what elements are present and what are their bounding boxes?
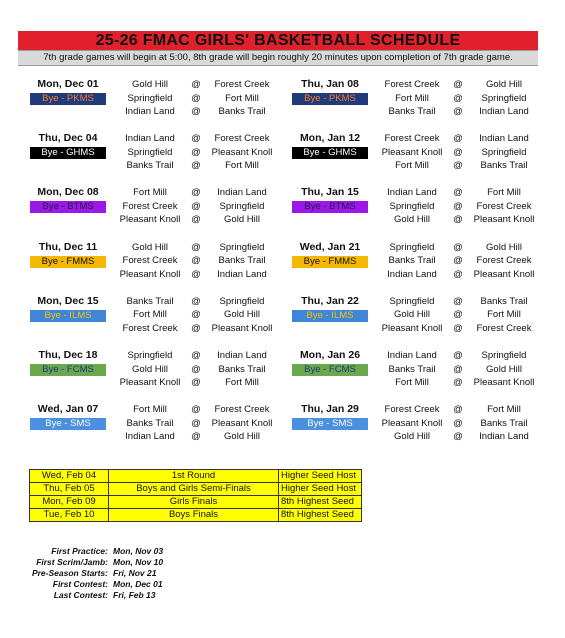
home-team: Fort Mill	[133, 309, 167, 321]
playoff-row	[30, 483, 362, 496]
game-date: Thu, Dec 18	[38, 349, 98, 361]
at-symbol: @	[453, 417, 463, 429]
home-team: Banks Trail	[126, 295, 174, 307]
away-team: Gold Hill	[486, 241, 522, 253]
at-symbol: @	[191, 377, 201, 388]
home-team: Indian Land	[387, 350, 437, 361]
away-team: Fort Mill	[225, 92, 259, 104]
at-symbol: @	[191, 160, 201, 172]
home-team: Banks Trail	[126, 160, 174, 172]
away-team: Fort Mill	[487, 187, 521, 199]
home-team: Springfield	[389, 241, 435, 253]
at-symbol: @	[453, 187, 463, 199]
at-symbol: @	[191, 106, 201, 117]
game-date: Thu, Jan 22	[301, 294, 359, 307]
key-dates	[20, 546, 163, 601]
away-team: Springfield	[481, 350, 527, 361]
away-team: Fort Mill	[487, 404, 521, 416]
bye-badge: Bye - ILMS	[30, 310, 106, 322]
away-team: Indian Land	[217, 350, 267, 361]
away-team: Springfield	[219, 241, 265, 253]
at-symbol: @	[453, 160, 463, 172]
away-team: Indian Land	[479, 133, 529, 145]
key-date-value: Mon, Dec 01	[113, 579, 163, 589]
home-team: Springfield	[389, 295, 435, 307]
away-team: Gold Hill	[486, 79, 522, 90]
home-team: Springfield	[127, 92, 173, 104]
home-team: Fort Mill	[395, 160, 429, 172]
away-team: Indian Land	[479, 431, 529, 443]
home-team: Forest Creek	[122, 200, 178, 212]
key-date-value: Fri, Feb 13	[113, 590, 156, 600]
away-team: Forest Creek	[476, 255, 532, 267]
game-day-block	[28, 349, 278, 391]
at-symbol: @	[453, 295, 463, 307]
game-date: Thu, Jan 08	[301, 78, 359, 90]
home-team: Forest Creek	[384, 404, 440, 416]
away-team: Gold Hill	[486, 363, 522, 375]
home-team: Pleasant Knoll	[381, 322, 443, 334]
at-symbol: @	[191, 350, 201, 361]
at-symbol: @	[191, 295, 201, 307]
at-symbol: @	[453, 309, 463, 321]
at-symbol: @	[191, 363, 201, 375]
at-symbol: @	[453, 133, 463, 145]
away-team: Fort Mill	[225, 160, 259, 172]
game-day-block	[290, 295, 540, 337]
key-date-row	[20, 568, 163, 579]
playoff-host: 8th Highest Seed	[279, 496, 362, 509]
game-day-block	[290, 132, 540, 174]
home-team: Springfield	[389, 200, 435, 212]
home-team: Indian Land	[125, 133, 175, 145]
game-day-block	[290, 186, 540, 228]
key-date-label: First Scrim/Jamb:	[36, 557, 108, 567]
away-team: Pleasant Knoll	[211, 322, 273, 334]
game-day-block	[28, 78, 278, 120]
at-symbol: @	[191, 322, 201, 334]
at-symbol: @	[191, 187, 201, 199]
home-team: Gold Hill	[132, 363, 168, 375]
game-date: Thu, Dec 04	[38, 132, 98, 145]
bye-badge: Bye - SMS	[292, 418, 368, 430]
home-team: Indian Land	[387, 187, 437, 199]
game-date: Mon, Jan 12	[299, 132, 361, 145]
home-team: Forest Creek	[384, 133, 440, 145]
game-date: Wed, Jan 21	[299, 240, 361, 253]
away-team: Pleasant Knoll	[473, 377, 535, 388]
home-team: Fort Mill	[133, 187, 167, 199]
at-symbol: @	[191, 79, 201, 90]
playoff-date: Mon, Feb 09	[30, 496, 109, 509]
bye-badge: Bye - ILMS	[292, 310, 368, 322]
game-day-block	[290, 349, 540, 391]
away-team: Indian Land	[217, 268, 267, 280]
game-day-block	[28, 186, 278, 228]
away-team: Forest Creek	[214, 133, 270, 145]
away-team: Springfield	[219, 200, 265, 212]
at-symbol: @	[191, 431, 201, 443]
at-symbol: @	[191, 214, 201, 226]
game-date: Mon, Dec 08	[37, 186, 99, 199]
playoff-round: Girls Finals	[109, 496, 279, 509]
home-team: Gold Hill	[394, 431, 430, 443]
home-team: Fort Mill	[395, 92, 429, 104]
home-team: Gold Hill	[132, 241, 168, 253]
key-date-value: Mon, Nov 10	[113, 557, 164, 567]
at-symbol: @	[453, 322, 463, 334]
key-date-value: Fri, Nov 21	[113, 568, 157, 578]
game-day-block	[28, 241, 278, 283]
away-team: Gold Hill	[224, 214, 260, 226]
home-team: Gold Hill	[132, 79, 168, 90]
schedule-subtitle: 7th grade games will begin at 5:00, 8th grade will begin roughly 20 minutes upon completion of 7th grade game.	[18, 50, 538, 66]
playoff-round: 1st Round	[109, 470, 279, 483]
key-date-row	[20, 579, 163, 590]
away-team: Fort Mill	[487, 309, 521, 321]
at-symbol: @	[191, 417, 201, 429]
at-symbol: @	[191, 255, 201, 267]
at-symbol: @	[453, 241, 463, 253]
at-symbol: @	[191, 133, 201, 145]
home-team: Indian Land	[387, 268, 437, 280]
home-team: Banks Trail	[388, 255, 436, 267]
home-team: Banks Trail	[126, 417, 174, 429]
at-symbol: @	[453, 255, 463, 267]
away-team: Pleasant Knoll	[211, 417, 273, 429]
playoff-date: Wed, Feb 04	[30, 470, 109, 483]
playoff-host: Higher Seed Host	[279, 483, 362, 496]
game-date: Mon, Jan 26	[299, 349, 361, 361]
bye-badge: Bye - FCMS	[292, 364, 368, 376]
playoff-host: 8th Highest Seed	[279, 509, 362, 522]
game-day-block	[290, 241, 540, 283]
away-team: Indian Land	[479, 106, 529, 117]
at-symbol: @	[453, 350, 463, 361]
bye-badge: Bye - GHMS	[292, 147, 368, 159]
away-team: Forest Creek	[476, 322, 532, 334]
game-date: Mon, Dec 15	[37, 294, 99, 307]
home-team: Pleasant Knoll	[381, 146, 443, 158]
away-team: Banks Trail	[218, 363, 266, 375]
game-day-block	[28, 295, 278, 337]
away-team: Forest Creek	[214, 79, 270, 90]
playoff-date: Thu, Feb 05	[30, 483, 109, 496]
home-team: Fort Mill	[395, 377, 429, 388]
away-team: Gold Hill	[224, 431, 260, 443]
at-symbol: @	[453, 268, 463, 280]
key-date-value: Mon, Nov 03	[113, 546, 164, 556]
at-symbol: @	[453, 79, 463, 90]
home-team: Fort Mill	[133, 404, 167, 416]
bye-badge: Bye - FMMS	[292, 256, 368, 268]
bye-badge: Bye - BTMS	[30, 201, 106, 213]
home-team: Pleasant Knoll	[119, 214, 181, 226]
away-team: Springfield	[481, 146, 527, 158]
bye-badge: Bye - GHMS	[30, 147, 106, 159]
home-team: Pleasant Knoll	[381, 417, 443, 429]
at-symbol: @	[453, 377, 463, 388]
away-team: Forest Creek	[476, 200, 532, 212]
at-symbol: @	[453, 146, 463, 158]
away-team: Banks Trail	[218, 255, 266, 267]
game-day-block	[290, 78, 540, 120]
away-team: Pleasant Knoll	[473, 268, 535, 280]
key-date-label: First Practice:	[51, 546, 108, 556]
at-symbol: @	[191, 268, 201, 280]
home-team: Forest Creek	[384, 79, 440, 90]
at-symbol: @	[453, 200, 463, 212]
playoff-row	[30, 470, 362, 483]
game-day-block	[28, 403, 278, 445]
home-team: Pleasant Knoll	[119, 268, 181, 280]
playoff-row	[30, 509, 362, 522]
away-team: Banks Trail	[218, 106, 266, 117]
home-team: Springfield	[127, 350, 173, 361]
at-symbol: @	[191, 404, 201, 416]
game-day-block	[28, 132, 278, 174]
home-team: Pleasant Knoll	[119, 377, 181, 388]
at-symbol: @	[453, 431, 463, 443]
away-team: Banks Trail	[480, 295, 528, 307]
at-symbol: @	[453, 363, 463, 375]
at-symbol: @	[191, 309, 201, 321]
home-team: Indian Land	[125, 431, 175, 443]
at-symbol: @	[453, 214, 463, 226]
playoff-round: Boys and Girls Semi-Finals	[109, 483, 279, 496]
home-team: Forest Creek	[122, 322, 178, 334]
away-team: Fort Mill	[225, 377, 259, 388]
playoff-table	[29, 469, 362, 522]
key-date-label: First Contest:	[52, 579, 108, 589]
home-team: Forest Creek	[122, 255, 178, 267]
home-team: Gold Hill	[394, 309, 430, 321]
bye-badge: Bye - FCMS	[30, 364, 106, 376]
bye-badge: Bye - SMS	[30, 418, 106, 430]
bye-badge: Bye - PKMS	[292, 93, 368, 105]
bye-badge: Bye - BTMS	[292, 201, 368, 213]
at-symbol: @	[191, 92, 201, 104]
key-date-row	[20, 557, 163, 568]
away-team: Pleasant Knoll	[473, 214, 535, 226]
bye-badge: Bye - FMMS	[30, 256, 106, 268]
key-date-row	[20, 546, 163, 557]
playoff-host: Higher Seed Host	[279, 470, 362, 483]
away-team: Indian Land	[217, 187, 267, 199]
at-symbol: @	[191, 146, 201, 158]
home-team: Springfield	[127, 146, 173, 158]
game-date: Thu, Dec 11	[38, 240, 98, 253]
at-symbol: @	[453, 92, 463, 104]
home-team: Banks Trail	[388, 106, 436, 117]
home-team: Banks Trail	[388, 363, 436, 375]
playoff-date: Tue, Feb 10	[30, 509, 109, 522]
playoff-row	[30, 496, 362, 509]
away-team: Springfield	[219, 295, 265, 307]
at-symbol: @	[191, 241, 201, 253]
away-team: Forest Creek	[214, 404, 270, 416]
key-date-label: Pre-Season Starts:	[31, 568, 108, 578]
playoff-round: Boys Finals	[109, 509, 279, 522]
game-date: Mon, Dec 01	[37, 78, 99, 90]
at-symbol: @	[453, 106, 463, 117]
away-team: Pleasant Knoll	[211, 146, 273, 158]
key-date-row	[20, 590, 163, 601]
home-team: Gold Hill	[394, 214, 430, 226]
away-team: Banks Trail	[480, 160, 528, 172]
at-symbol: @	[453, 404, 463, 416]
away-team: Banks Trail	[480, 417, 528, 429]
game-date: Thu, Jan 29	[301, 403, 359, 416]
key-date-label: Last Contest:	[53, 590, 108, 600]
game-date: Wed, Jan 07	[37, 403, 99, 416]
home-team: Indian Land	[125, 106, 175, 117]
at-symbol: @	[191, 200, 201, 212]
bye-badge: Bye - PKMS	[30, 93, 106, 105]
away-team: Gold Hill	[224, 309, 260, 321]
game-day-block	[290, 403, 540, 445]
game-date: Thu, Jan 15	[301, 186, 359, 199]
schedule-title: 25-26 FMAC GIRLS' BASKETBALL SCHEDULE	[18, 31, 538, 50]
away-team: Springfield	[481, 92, 527, 104]
